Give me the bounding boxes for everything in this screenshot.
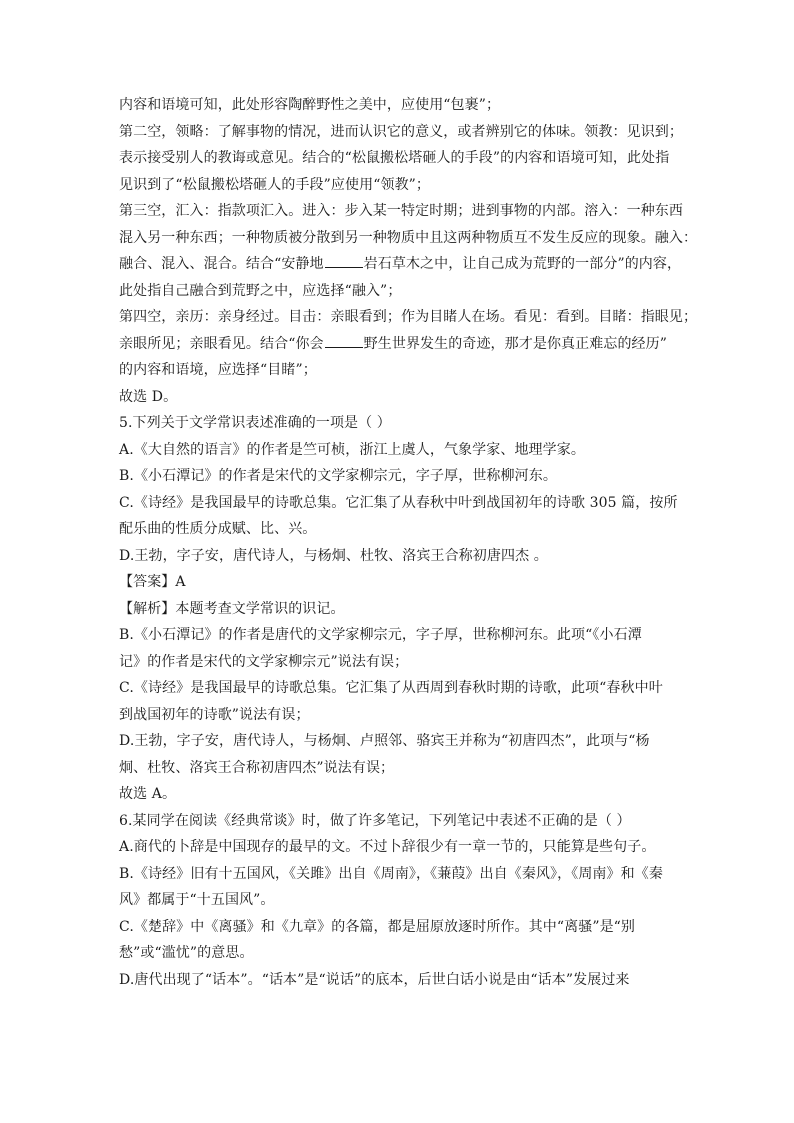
text-segment: 融合、混入、混合。结合“安静地 — [119, 256, 324, 272]
text-segment: 亲眼所见；亲眼看见。结合“你会 — [119, 335, 324, 352]
text-line: 愁”或“滥忧”的意思。 — [119, 945, 254, 961]
text-line: 的内容和语境，应选择“目睹”； — [119, 362, 317, 378]
text-line — [119, 251, 689, 278]
text-line: 表示接受别人的教诲或意见。结合的“松鼠搬松塔砸人的手段”的内容和语境可知，此处指 — [119, 150, 670, 166]
text-line: D.唐代出现了“话本”。“话本”是“说话”的底本，后世白话小说是由“话本”发展过来 — [119, 971, 630, 988]
text-line: 此处指自己融合到荒野之中，应选择“融入”； — [119, 282, 402, 299]
text-line: 第四空，亲历：亲身经过。目击：亲眼看到；作为目睹人在场。看见：看到。目睹：指眼见； — [119, 309, 698, 325]
text-line: A.商代的卜辞是中国现存的最早的文。不过卜辞很少有一章一节的，只能算是些句子。 — [119, 839, 656, 855]
text-line: C.《诗经》是我国最早的诗歌总集。它汇集了从春秋中叶到战国初年的诗歌 305 篇，按所 — [119, 494, 678, 511]
text-line: 6.某同学在阅读《经典常谈》时，做了许多笔记，下列笔记中表述不正确的是（ ） — [119, 812, 631, 829]
text-line: 内容和语境可知，此处形容陶醉野性之美中，应使用“包裹”； — [119, 97, 501, 113]
text-line: D.王勃，字子安，唐代诗人，与杨炯、卢照邻、骆宾王并称为“初唐四杰”，此项与“杨 — [119, 733, 650, 749]
text-line: C.《诗经》是我国最早的诗歌总集。它汇集了从西周到春秋时期的诗歌，此项“春秋中叶 — [119, 680, 663, 696]
fill-in-blank — [325, 253, 363, 268]
text-line: B.《诗经》旧有十五国风，《关雎》出自《周南》，《蒹葭》出自《秦风》，《周南》和《秦 — [119, 865, 663, 882]
text-line: 【答案】A — [119, 574, 186, 590]
fill-in-blank — [325, 333, 363, 348]
text-line: A.《大自然的语言》的作者是竺可桢，浙江上虞人，气象学家、地理学家。 — [119, 441, 585, 458]
text-line: 混入另一种东西；一种物质被分散到另一种物质中且这两种物质互不发生反应的现象。融入： — [119, 229, 698, 246]
text-line: 炯、杜牧、洛宾王合称初唐四杰”说法有误； — [119, 759, 395, 776]
text-line: 【解析】本题考查文学常识的识记。 — [119, 600, 345, 617]
text-line: 配乐曲的性质分成赋、比、兴。 — [119, 521, 317, 537]
document-page — [119, 92, 698, 993]
text-line: 第二空，领略：了解事物的情况，进而认识它的意义，或者辨别它的体味。领教：见识到； — [119, 123, 683, 140]
text-line: 故选 D。 — [119, 388, 178, 405]
text-line — [119, 331, 689, 358]
text-line: 第三空，汇入：指款项汇入。进入：步入某一特定时期；进到事物的内部。溶入：一种东西 — [119, 203, 683, 219]
text-line: 5.下列关于文学常识表述准确的一项是（ ） — [119, 415, 391, 431]
text-segment: 野生世界发生的奇迹，那才是你真正难忘的经历” — [363, 335, 668, 352]
text-line: B.《小石潭记》的作者是唐代的文学家柳宗元，字子厚，世称柳河东。此项“《小石潭 — [119, 627, 642, 643]
text-line: B.《小石潭记》的作者是宋代的文学家柳宗元，字子厚，世称柳河东。 — [119, 468, 557, 484]
text-line: 见识到了“松鼠搬松塔砸人的手段”应使用“领教”； — [119, 176, 431, 193]
text-line: 记》的作者是宋代的文学家柳宗元”说法有误； — [119, 653, 409, 670]
text-line: D.王勃，字子安，唐代诗人，与杨炯、杜牧、洛宾王合称初唐四杰 。 — [119, 547, 548, 564]
text-segment: 岩石草木之中，让自己成为荒野的一部分”的内容， — [363, 256, 682, 272]
text-line: 故选 A。 — [119, 786, 177, 802]
text-line: 风》都属于“十五国风”。 — [119, 892, 275, 908]
text-line: C.《楚辞》中《离骚》和《九章》的各篇，都是屈原放逐时所作。其中“离骚”是“别 — [119, 918, 636, 935]
text-line: 到战国初年的诗歌”说法有误； — [119, 706, 310, 723]
